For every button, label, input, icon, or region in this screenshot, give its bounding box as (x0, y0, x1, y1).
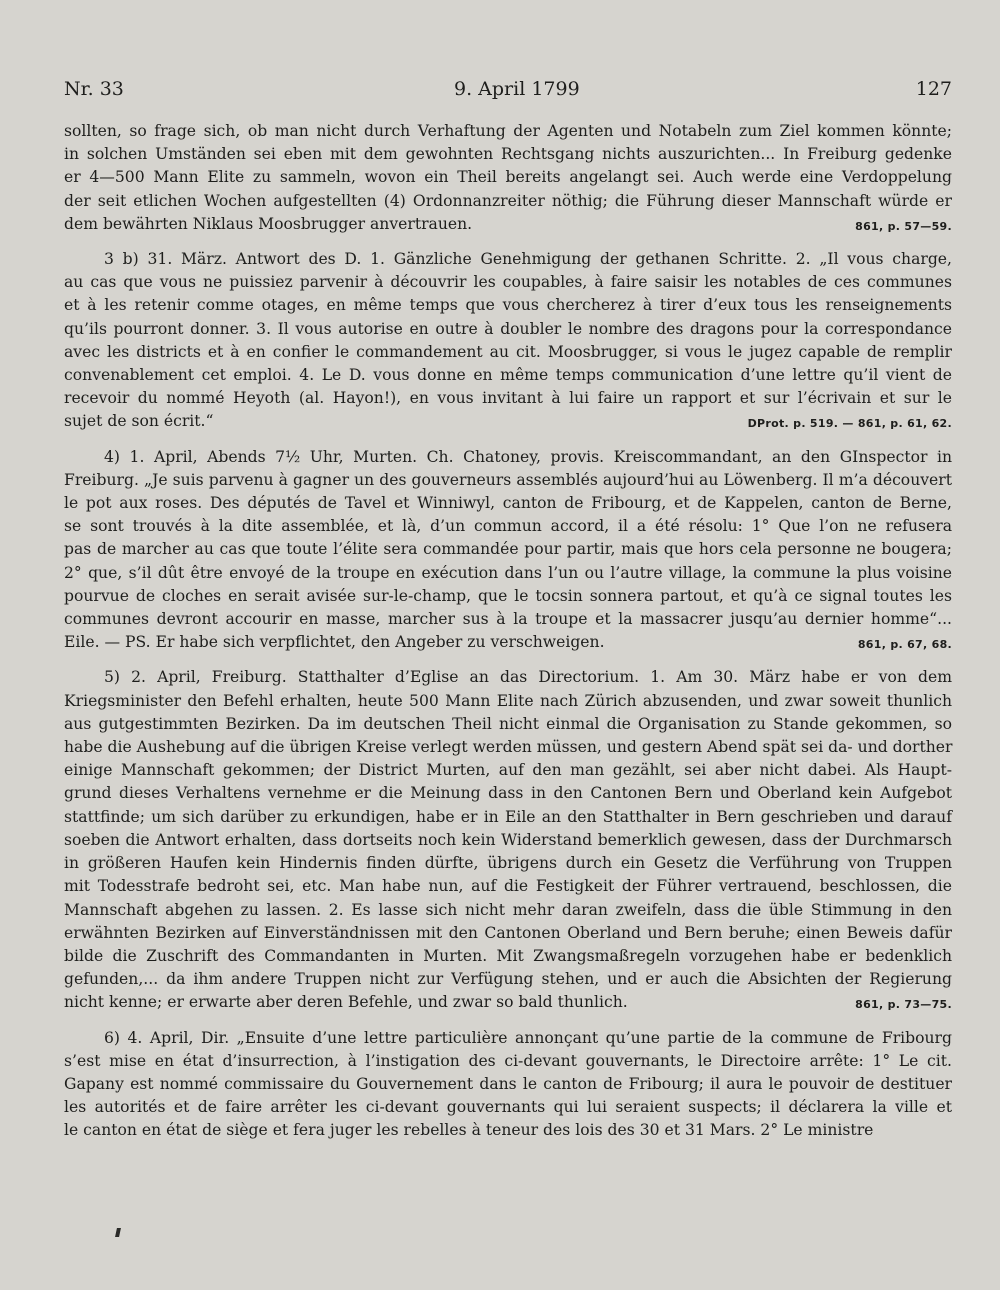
paragraph (64, 120, 952, 236)
paragraph (64, 1027, 952, 1143)
source-reference: 861, p. 73—75. (855, 998, 952, 1012)
text-line (64, 991, 952, 1014)
text-line: soeben die Antwort erhalten, dass dortseits noch kein Widerstand bemerklich gewesen, dass der Durchmarsch (64, 830, 952, 849)
text-line (64, 410, 952, 433)
text-line: Gapany est nommé commissaire du Gouvernement dans le canton de Fribourg; il aura le pouvoir de destituer (64, 1074, 952, 1093)
source-reference: 861, p. 57—59. (855, 219, 952, 233)
line-text: sujet de son écrit.“ (64, 412, 214, 431)
text-line: communes devront accourir en masse, marcher sus à la troupe et la massacrer jusqu’au dernier homme“... (64, 610, 952, 629)
text-line: stattfinde; um sich darüber zu erkundigen, habe er in Eile an den Statthalter in Bern geschrieben und darauf (64, 807, 952, 826)
text-line: recevoir du nommé Heyoth (al. Hayon!), en vous invitant à lui faire un rapport et sur l’écrivain et sur le (64, 389, 952, 408)
line-text: Eile. — PS. Er habe sich verpflichtet, den Angeber zu verschweigen. (64, 633, 605, 652)
paragraph (64, 248, 952, 434)
document-number: Nr. 33 (64, 78, 124, 100)
text-line (64, 631, 952, 654)
page-header (64, 78, 952, 104)
text-line: der seit etlichen Wochen aufgestellten (4) Ordonnanzreiter nöthig; die Führung dieser Mannschaft würde er (64, 191, 952, 210)
text-line: 6) 4. April, Dir. „Ensuite d’une lettre particulière annonçant qu’une partie de la commune de Fribourg (104, 1028, 952, 1047)
text-line: 5) 2. April, Freiburg. Statthalter d’Eglise an das Directorium. 1. Am 30. März habe er von dem (104, 668, 952, 687)
source-reference: 861, p. 67, 68. (857, 638, 952, 652)
text-line: aus gutgestimmten Bezirken. Da im deutschen Theil nicht einmal die Organisation zu Stande gekommen, so (64, 714, 952, 733)
paragraph (64, 446, 952, 655)
text-line: Mannschaft abgehen zu lassen. 2. Es lasse sich nicht mehr daran zweifeln, dass die üble Stimmung in den (64, 900, 952, 919)
text-line: se sont trouvés à la dite assemblée, et là, d’un commun accord, il a été résolu: 1° Que l’on ne refusera (64, 517, 952, 536)
text-line: sollten, so frage sich, ob man nicht durch Verhaftung der Agenten und Notabeln zum Ziel kommen könnte; (64, 122, 952, 140)
text-line: Kriegsminister den Befehl erhalten, heute 500 Mann Elite nach Zürich abzusenden, und zwar soweit thunlich (64, 691, 952, 710)
text-line: le pot aux roses. Des députés de Tavel et Winniwyl, canton de Fribourg, et de Kappelen, canton de Berne, (64, 494, 952, 513)
page-date: 9. April 1799 (454, 78, 580, 100)
text-line: le canton en état de siège et fera juger les rebelles à teneur des lois des 30 et 31 Mars. 2° Le ministre (64, 1121, 874, 1140)
line-text: dem bewährten Niklaus Moosbrugger anvertrauen. (64, 214, 473, 233)
text-line: bilde die Zuschrift des Commandanten in Murten. Mit Zwangsmaßregeln vorzugehen habe er bedenklich (64, 946, 952, 965)
text-line: pas de marcher au cas que toute l’élite sera commandée pour partir, mais que hors cela personne ne bougera; (64, 540, 952, 559)
text-line: avec les districts et à en confier le commandement au cit. Moosbrugger, si vous le jugez capable de remplir (64, 342, 952, 361)
text-line: au cas que vous ne puissiez parvenir à découvrir les coupables, à faire saisir les notables de ces communes (64, 273, 952, 292)
text-line: et à les retenir comme otages, en même temps que vous chercherez à tirer d’eux tous les renseignements (64, 296, 952, 315)
paragraph (64, 666, 952, 1014)
text-line: les autorités et de faire arrêter les ci-devant gouvernants qui lui seraient suspects; il déclarera la ville et (64, 1098, 952, 1117)
text-line: 3 b) 31. März. Antwort des D. 1. Gänzliche Genehmigung der gethanen Schritte. 2. „Il vous charge, (104, 250, 952, 269)
text-line: in größeren Haufen kein Hindernis finden dürfte, übrigens durch ein Gesetz die Verführung von Truppen (64, 854, 952, 873)
text-line: 4) 1. April, Abends 7½ Uhr, Murten. Ch. Chatoney, provis. Kreiscommandant, an den GInspector in (104, 447, 952, 466)
text-line: einige Mannschaft gekommen; der District Murten, auf den man gezählt, sei aber nicht dabei. Als Haupt- (64, 761, 952, 780)
text-line: 2° que, s’il dût être envoyé de la troupe en exécution dans l’un ou l’autre village, la commune la plus voisine (64, 563, 952, 582)
page-number: 127 (915, 78, 952, 100)
text-line (64, 213, 952, 236)
ink-mark (115, 1228, 121, 1237)
text-line: Freiburg. „Je suis parvenu à gagner un des gouverneurs assemblés aujourd’hui au Löwenberg. Il m’a découvert (64, 470, 952, 489)
text-line: erwähnten Bezirken auf Einverständnissen mit den Cantonen Oberland und Bern beruhe; einen Beweis dafür (64, 923, 952, 942)
text-line: er 4—500 Mann Elite zu sammeln, wovon ein Theil bereits angelangt sei. Auch werde eine Verdoppelung (64, 168, 952, 187)
line-text: nicht kenne; er erwarte aber deren Befehle, und zwar so bald thunlich. (64, 993, 628, 1012)
text-line: gefunden,... da ihm andere Truppen nicht zur Verfügung stehen, und er auch die Absichten der Regierung (64, 970, 952, 989)
text-line: s’est mise en état d’insurrection, à l’instigation des ci-devant gouvernants, le Directoire arrête: 1° Le cit. (64, 1051, 952, 1070)
source-reference: DProt. p. 519. — 861, p. 61, 62. (747, 417, 952, 431)
text-line: in solchen Umständen sei eben mit dem gewohnten Rechtsgang nichts auszurichten... In Freiburg gedenke (64, 145, 952, 164)
text-line: habe die Aushebung auf die übrigen Kreise verlegt werden müssen, und gestern Abend spät sei da- und dorther (64, 738, 953, 757)
text-line: grund dieses Verhaltens vernehme er die Meinung dass in den Cantonen Bern und Oberland kein Aufgebot (64, 784, 952, 803)
text-line: mit Todesstrafe bedroht sei, etc. Man habe nun, auf die Festigkeit der Führer vertrauend, beschlossen, die (64, 877, 952, 896)
body-text (64, 120, 952, 1155)
text-line: convenablement cet emploi. 4. Le D. vous donne en même temps communication d’une lettre qu’il vient de (64, 366, 952, 385)
text-line: pourvue de cloches en serait avisée sur-le-champ, que le tocsin sonnera partout, et qu’à ce signal toutes les (64, 586, 952, 605)
text-line: qu’ils pourront donner. 3. Il vous autorise en outre à doubler le nombre des dragons pour la correspondance (64, 319, 952, 338)
